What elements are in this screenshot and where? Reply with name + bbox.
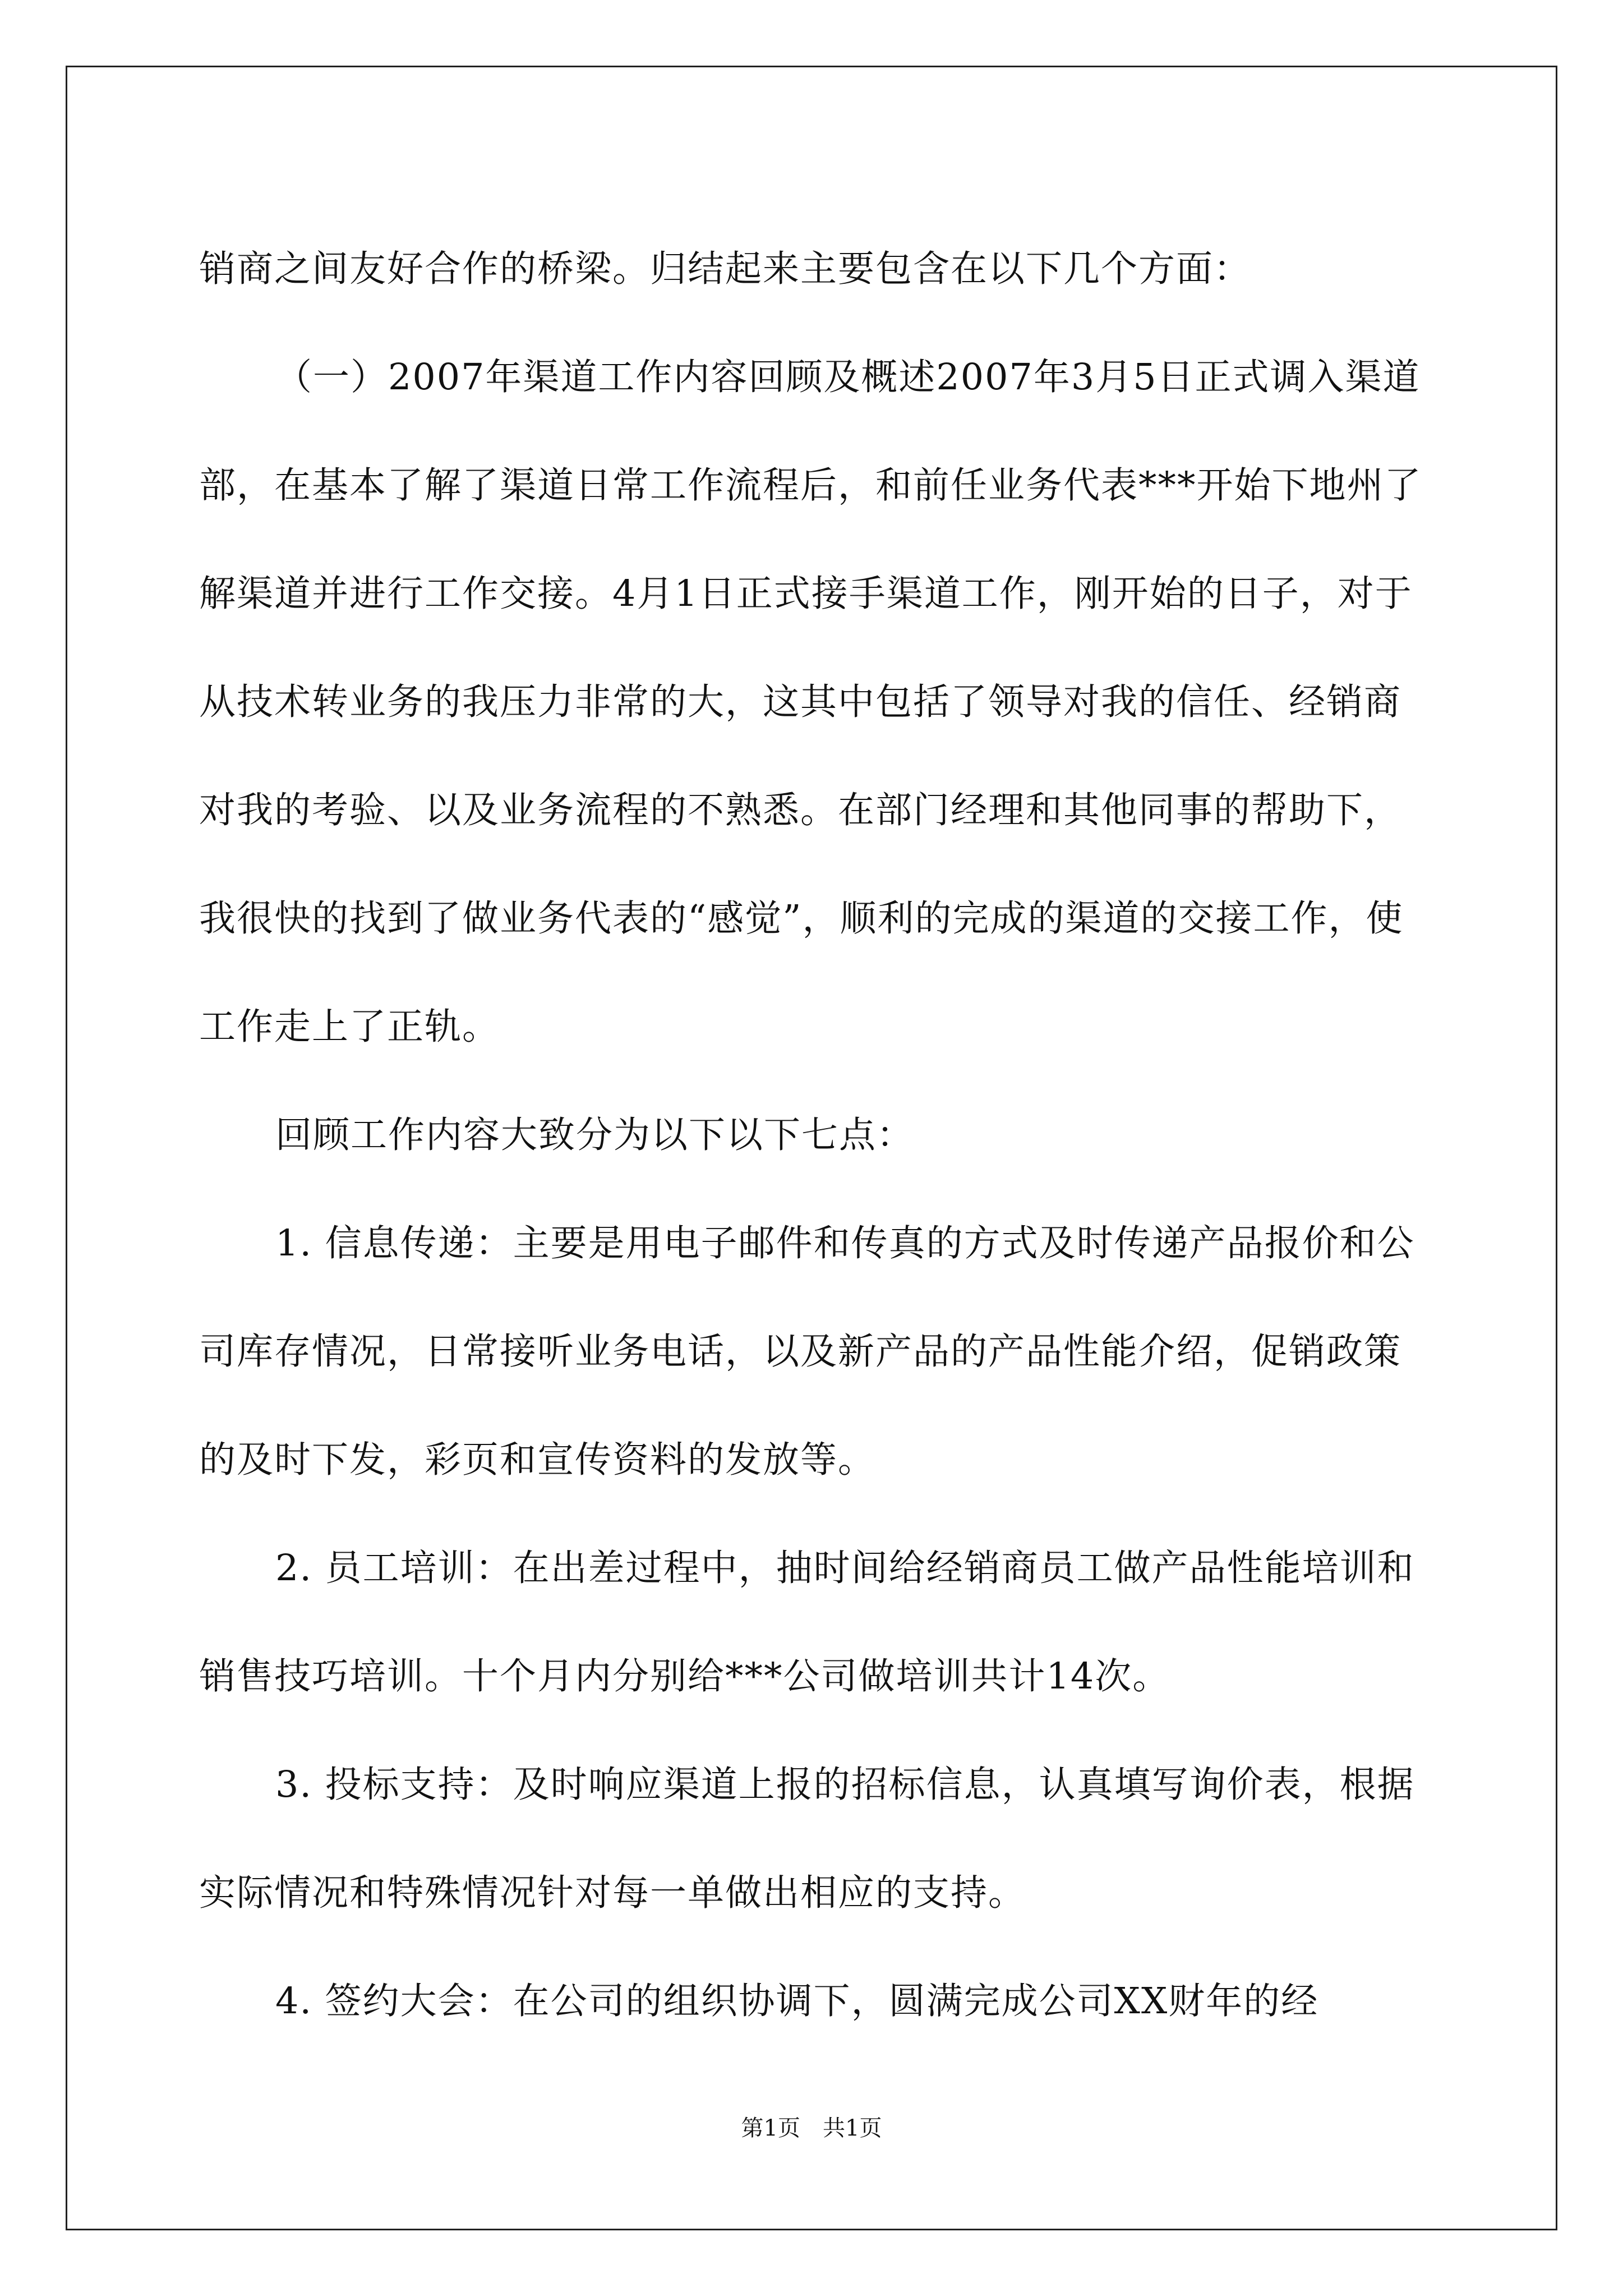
page-total: 共1页 [823,2115,882,2141]
paragraph-item-1: 1. 信息传递：主要是用电子邮件和传真的方式及时传递产品报价和公司库存情况，日常接听业务电话，以及新产品的产品性能介绍，促销政策的及时下发，彩页和宣传资料的发放等。 [199,1222,1415,1481]
page-number: 第1页 [741,2115,800,2141]
paragraph-intro: 销商之间友好合作的桥梁。归结起来主要包含在以下几个方面： [199,248,1252,290]
document-body [199,215,1433,2055]
paragraph-summary-points: 回顾工作内容大致分为以下以下七点： [275,1114,915,1156]
paragraph-item-3: 3. 投标支持：及时响应渠道上报的招标信息，认真填写询价表，根据实际情况和特殊情况针对每一单做出相应的支持。 [199,1764,1415,1914]
paragraph-section-review: （一）2007年渠道工作内容回顾及概述2007年3月5日正式调入渠道部，在基本了解了渠道日常工作流程后，和前任业务代表***开始下地州了解渠道并进行工作交接。4月1日正式接手渠道工作，刚开始的日子，对于从技术转业务的我压力非常的大，这其中包括了领导对我的信任、经销商对我的考验、以及业务流程的不熟悉。在部门经理和其他同事的帮助下，我很快的找到了做业务代表的“感觉”，顺利的完成的渠道的交接工作，使工作走上了正轨。 [199,356,1422,1048]
page-footer [0,2110,1623,2142]
paragraph-item-2: 2. 员工培训：在出差过程中，抽时间给经销商员工做产品性能培训和销售技巧培训。十个月内分别给***公司做培训共计14次。 [199,1547,1415,1697]
paragraph-item-4: 4. 签约大会：在公司的组织协调下，圆满完成公司XX财年的经 [275,1980,1319,2022]
